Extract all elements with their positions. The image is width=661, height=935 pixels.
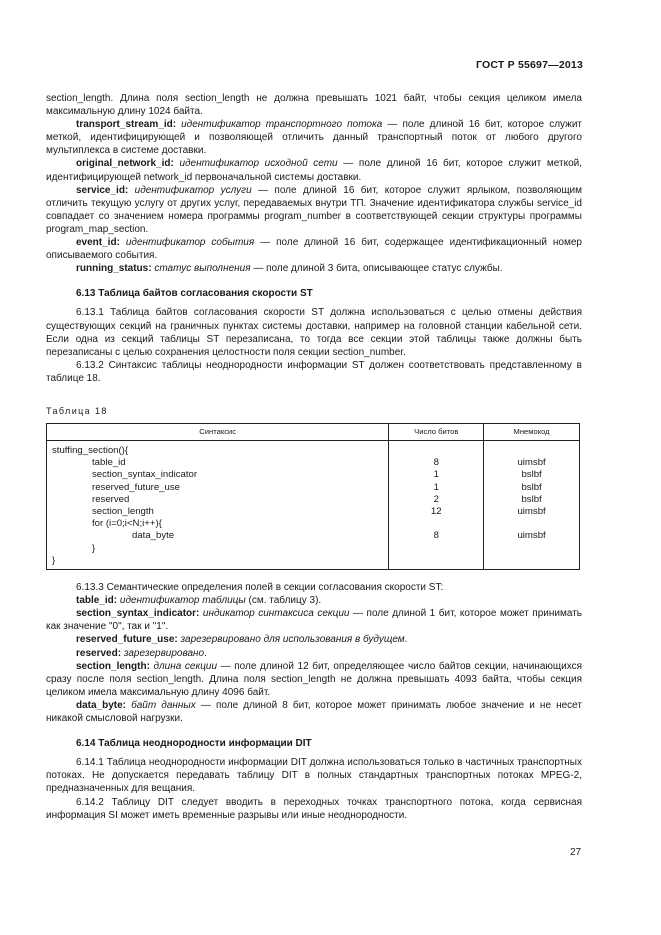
definition-text: . xyxy=(204,647,207,659)
paragraph-6-13-1: 6.13.1 Таблица байтов согласования скорости ST должна использоваться с целью отмены действия существующих секций на граничных пунктах системы доставки, например на головной станции кабельной сети. Если одна из секций таблицы ST перезаписана, то тогда все секции этой таблицы также должны быть перезаписаны с целью сохранения целостности поля секции section_number. xyxy=(46,307,582,358)
term-definition: идентификатор услуги xyxy=(134,184,252,196)
mnemonic-value: bslbf xyxy=(521,469,542,481)
bits-cell xyxy=(389,441,484,570)
definition-text: — поле длиной 3 бита, описывающее статус службы. xyxy=(250,263,503,275)
bits-value xyxy=(392,445,480,457)
term: reserved_future_use: xyxy=(76,634,178,646)
term-definition: индикатор синтаксиса секции xyxy=(202,608,350,620)
definition-text: — поле длиной 16 бит, которое служит ярлыком, позволяющим отличить текущую услугу от других услуг, передаваемых внутри ТП. Значение идентификатора службы service_id совпадает со значением номера программы program_number в соответствующей секции структуры программы program_map_section. xyxy=(46,184,583,235)
standard-header: ГОСТ Р 55697—2013 xyxy=(475,59,583,71)
definition-running-status xyxy=(46,262,582,275)
definition-original-network-id xyxy=(46,157,582,183)
term-definition: зарезервировано xyxy=(123,647,205,659)
term-definition: идентификатор исходной сети xyxy=(179,158,338,170)
definition-table-id xyxy=(46,594,582,607)
bits-value: 12 xyxy=(430,506,442,518)
bits-value: 8 xyxy=(433,530,439,542)
definition-section-length xyxy=(46,660,582,699)
paragraph-6-13-2: 6.13.2 Синтаксис таблицы неоднородности информации ST должен соответствовать представленному в таблице 18. xyxy=(46,359,582,384)
mnemonic-value xyxy=(487,543,576,555)
definition-text: — поле длиной 16 бит, которое служит меткой, идентифицирующей и позволяющей отличить данный транспортный поток от любого другого мультиплекса в системе доставки. xyxy=(46,119,583,157)
term: running_status: xyxy=(76,263,152,275)
mnemonic-value: uimsbf xyxy=(517,506,546,518)
bits-value xyxy=(392,518,480,530)
syntax-line: section_length xyxy=(92,506,154,518)
definition-reserved-future-use xyxy=(46,633,582,646)
mnemonic-value: uimsbf xyxy=(517,457,546,469)
bits-value xyxy=(392,543,480,555)
term-definition: идентификатор события xyxy=(125,237,255,249)
section-title-6-14: 6.14 Таблица неоднородности информации DIT xyxy=(76,738,312,750)
definition-text: — поле длиной 12 бит, определяющее число байтов секции, начинающихся сразу после поля section_length. Длина поля section_length не должна превышать 4093 байта, чтобы секция целиком имела максимальную длину 4096 байт. xyxy=(46,660,583,698)
term: transport_stream_id: xyxy=(76,119,177,131)
table-caption: Таблица 18 xyxy=(46,405,108,416)
term: reserved: xyxy=(76,647,122,659)
definition-event-id xyxy=(46,236,582,262)
table-header-row xyxy=(47,424,580,441)
term-definition: байт данных xyxy=(131,699,196,711)
bits-value: 8 xyxy=(433,457,439,469)
term: data_byte: xyxy=(76,699,127,711)
syntax-line: stuffing_section(){ xyxy=(52,445,129,457)
column-header-syntax: Синтаксис xyxy=(47,424,389,441)
column-header-bits: Число битов xyxy=(389,424,484,441)
definition-text: — поле длиной 1 бит, которое может принимать как значение "0", так и "1". xyxy=(46,608,582,633)
term-definition: зарезервировано для использования в будущем xyxy=(180,634,405,646)
term: service_id: xyxy=(76,184,129,196)
paragraph-section-length-cont: section_length. Длина поля section_length не должна превышать 1021 байт, чтобы секция целиком имела максимальную длину 1024 байта. xyxy=(46,93,582,118)
paragraph-6-13-3: 6.13.3 Семантические определения полей в секции согласования скорости ST: xyxy=(76,582,444,594)
definition-section-syntax-indicator xyxy=(46,607,582,633)
term-definition: идентификатор таблицы xyxy=(119,595,246,607)
definition-text: — поле длиной 16 бит, содержащее идентификационный номер описываемого события. xyxy=(46,237,582,262)
syntax-cell xyxy=(47,441,389,570)
syntax-line: for (i=0;i<N;i++){ xyxy=(92,518,162,530)
page-number: 27 xyxy=(570,847,582,858)
syntax-line: table_id xyxy=(92,457,126,469)
mnemonic-value: bslbf xyxy=(521,481,542,493)
syntax-line: } xyxy=(52,554,56,566)
syntax-line: reserved_future_use xyxy=(92,481,180,493)
document-body xyxy=(46,92,582,822)
table-body-row xyxy=(47,441,580,570)
definition-text: — поле длиной 8 бит, которое может принимать любое значение и не несет никакой смысловой нагрузки. xyxy=(46,699,582,725)
bits-value xyxy=(392,555,480,567)
mnemonic-value xyxy=(487,555,576,567)
bits-value: 2 xyxy=(433,493,439,505)
mnemonic-value xyxy=(487,445,576,457)
definition-transport-stream-id xyxy=(46,118,582,157)
definition-text: . xyxy=(404,634,408,646)
syntax-line: section_syntax_indicator xyxy=(92,469,198,481)
section-title-6-13: 6.13 Таблица байтов согласования скорости ST xyxy=(76,288,313,300)
bits-value: 1 xyxy=(433,469,439,481)
syntax-line: } xyxy=(92,542,96,554)
paragraph-6-14-1: 6.14.1 Таблица неоднородности информации DIT должна использоваться только в частичных транспортных потоках. Не допускается передавать таблицу DIT в полных стандартных транспортных потоках MPEG-2, предназначенных для вещания. xyxy=(46,757,582,795)
mnemonic-value xyxy=(487,518,576,530)
term: original_network_id: xyxy=(76,158,174,170)
syntax-line: data_byte xyxy=(132,530,175,542)
term-definition: идентификатор транспортного потока xyxy=(181,119,383,131)
term: event_id: xyxy=(76,237,120,249)
mnemonic-cell xyxy=(484,441,580,570)
definition-reserved xyxy=(46,647,582,660)
syntax-table xyxy=(46,423,580,570)
term: table_id: xyxy=(76,595,118,607)
mnemonic-value: bslbf xyxy=(521,493,542,505)
column-header-mnemonic: Мнемокод xyxy=(484,424,580,441)
term-definition: длина секции xyxy=(153,660,218,672)
mnemonic-value: uimsbf xyxy=(517,530,546,542)
definition-service-id xyxy=(46,184,582,236)
definition-text: — поле длиной 16 бит, которое служит меткой, идентифицирующей network_id первоначальной системы доставки. xyxy=(46,158,583,183)
term-definition: статус выполнения xyxy=(154,263,251,275)
term: section_syntax_indicator: xyxy=(76,608,200,620)
syntax-line: reserved xyxy=(92,493,130,505)
paragraph-6-14-2: 6.14.2 Таблицу DIT следует вводить в переходных точках транспортного потока, когда сервисная информация SI может иметь временные разрывы или иные неоднородности. xyxy=(46,796,582,821)
bits-value: 1 xyxy=(433,481,439,493)
definition-data-byte xyxy=(46,699,582,725)
definition-text: (см. таблицу 3). xyxy=(245,595,322,607)
term: section_length: xyxy=(76,660,150,672)
